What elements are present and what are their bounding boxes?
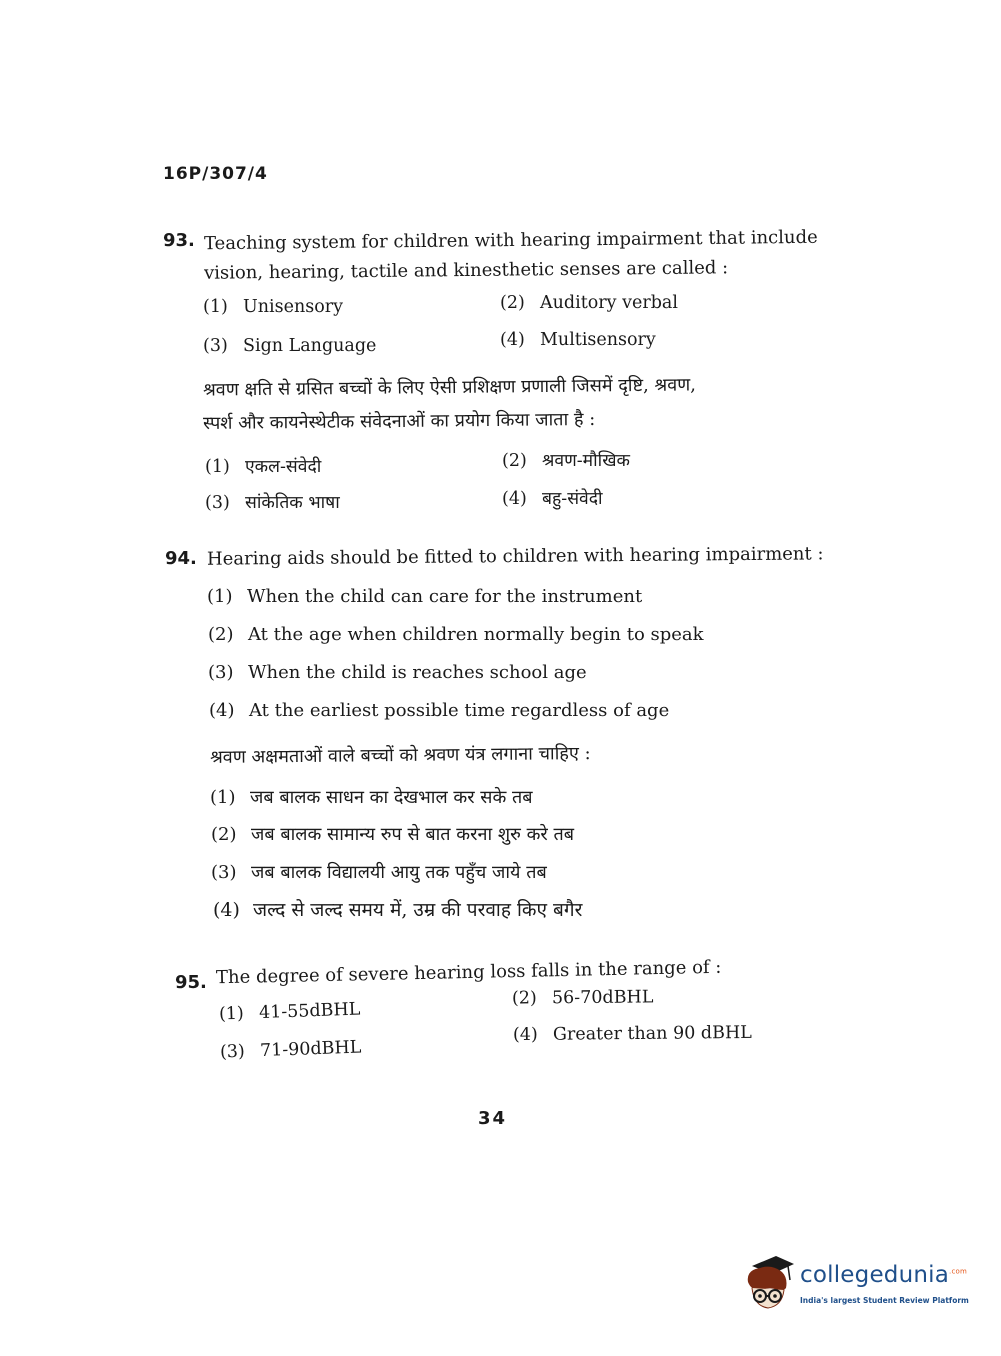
mascot-icon: [742, 1252, 798, 1316]
option-en-4: [500, 330, 656, 350]
option-text: When the child is reaches school age: [248, 662, 587, 683]
option-hi-1: [210, 785, 533, 809]
option-hi-2: [502, 448, 630, 472]
option-en-4: [513, 1023, 752, 1045]
option-hi-1: [205, 454, 321, 478]
option-text: Greater than 90 dBHL: [552, 1022, 752, 1045]
question-text-hi: श्रवण अक्षमताओं वाले बच्चों को श्रवण यंत्र लगाना चाहिए :: [209, 743, 591, 768]
option-text: श्रवण-मौखिक: [542, 451, 630, 471]
option-text: 71-90dBHL: [259, 1037, 362, 1062]
question-number: 93.: [163, 230, 195, 251]
option-text: Unisensory: [243, 297, 343, 317]
option-hi-2: [211, 822, 574, 846]
option-text: एकल-संवेदी: [245, 457, 322, 477]
option-text: Multisensory: [540, 330, 656, 350]
question-number: 94.: [165, 548, 197, 569]
option-en-1: [219, 1000, 361, 1025]
option-text: जब बालक विद्यालयी आयु तक पहुँच जाये तब: [251, 862, 547, 883]
option-number: (2): [211, 824, 237, 845]
option-number: (2): [500, 293, 525, 313]
option-en-3: [220, 1038, 362, 1063]
option-en-1: [207, 586, 642, 607]
option-text: सांकेतिक भाषा: [245, 493, 340, 513]
option-text: जब बालक सामान्य रुप से बात करना शुरु करे तब: [251, 824, 575, 845]
option-en-4: [209, 700, 669, 721]
option-number: (3): [205, 493, 230, 513]
option-text: जल्द से जल्द समय में, उम्र की परवाह किए बगैर: [253, 899, 583, 921]
option-text: 41-55dBHL: [258, 999, 361, 1024]
question-number: 95.: [175, 972, 207, 993]
option-en-3: [203, 336, 376, 356]
option-hi-3: [211, 860, 547, 884]
option-en-3: [208, 662, 587, 683]
option-number: (4): [512, 1024, 538, 1046]
question-text-en: The degree of severe hearing loss falls in the range of :: [215, 956, 722, 989]
option-text: 56-70dBHL: [551, 987, 654, 1009]
option-number: (1): [207, 586, 233, 607]
logo-wordmark: collegedunia$^{.com}$: [800, 1262, 968, 1288]
option-number: (4): [209, 700, 235, 721]
option-text: जब बालक साधन का देखभाल कर सके तब: [250, 787, 533, 808]
option-number: (3): [219, 1041, 246, 1063]
question-text-en: Teaching system for children with hearing impairment that include: [203, 226, 818, 255]
option-text: Sign Language: [243, 336, 377, 356]
option-number: (2): [511, 988, 537, 1009]
option-number: (4): [213, 899, 240, 921]
option-number: (3): [211, 862, 237, 883]
option-hi-4: [213, 896, 582, 922]
option-number: (2): [502, 451, 527, 471]
option-text: बहु-संवेदी: [542, 489, 603, 509]
option-text: At the age when children normally begin to speak: [248, 624, 704, 645]
option-number: (1): [205, 457, 230, 477]
option-en-2: [512, 987, 654, 1008]
question-text-hi: स्पर्श और कायनेस्थेटीक संवेदनाओं का प्रयोग किया जाता है :: [202, 408, 596, 435]
option-number: (3): [208, 662, 234, 683]
question-text-hi: श्रवण क्षति से ग्रसित बच्चों के लिए ऐसी प्रशिक्षण प्रणाली जिसमें दृष्टि, श्रवण,: [202, 374, 697, 401]
page-number: 34: [478, 1108, 508, 1129]
option-en-1: [203, 297, 343, 317]
collegedunia-logo: [742, 1252, 968, 1322]
option-text: Auditory verbal: [540, 293, 678, 313]
option-number: (1): [210, 787, 236, 808]
option-number: (2): [208, 624, 234, 645]
logo-tagline: India's largest Student Review Platform: [800, 1296, 969, 1305]
paper-code: 16P/307/4: [163, 164, 268, 184]
option-hi-4: [502, 486, 603, 510]
option-number: (3): [203, 336, 228, 356]
option-en-2: [500, 293, 678, 313]
option-number: (1): [218, 1003, 245, 1025]
option-en-2: [208, 624, 704, 645]
option-number: (1): [203, 297, 228, 317]
option-text: When the child can care for the instrument: [247, 586, 643, 607]
option-number: (4): [500, 330, 525, 350]
question-text-en: vision, hearing, tactile and kinesthetic senses are called :: [203, 257, 729, 284]
question-text-en: Hearing aids should be fitted to children with hearing impairment :: [206, 543, 824, 570]
option-number: (4): [502, 489, 527, 509]
option-hi-3: [205, 490, 340, 514]
option-text: At the earliest possible time regardless of age: [249, 700, 670, 721]
